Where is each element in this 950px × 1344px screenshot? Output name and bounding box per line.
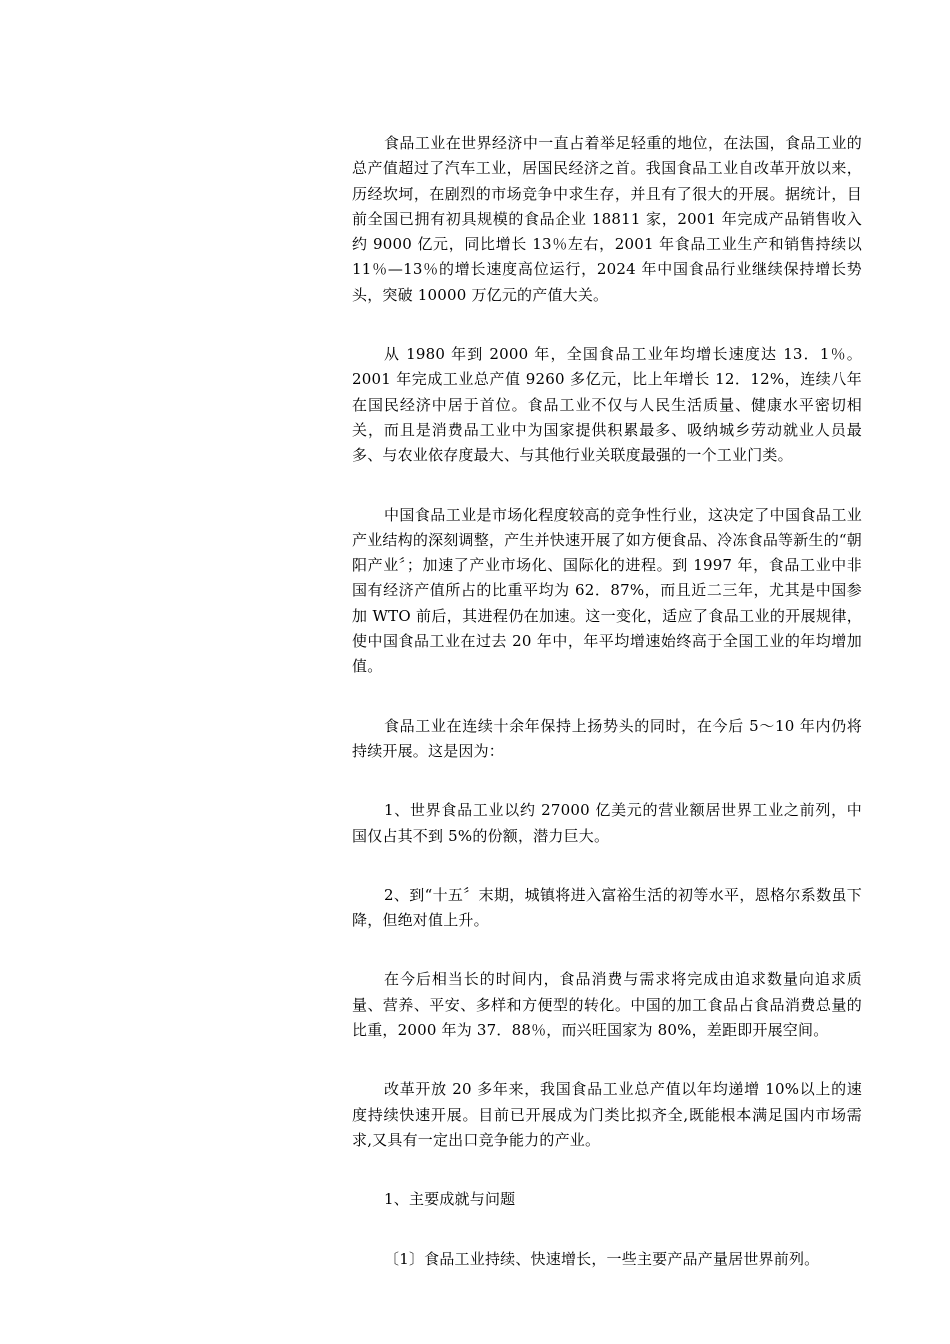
paragraph-item-1: 〔1〕食品工业持续、快速增长，一些主要产品产量居世界前列。 [384, 1249, 820, 1268]
paragraph-reason-2: 2、到“十五〞末期，城镇将进入富裕生活的初等水平，恩格尔系数虽下降，但绝对值上升。 [352, 885, 862, 930]
document-body [352, 131, 862, 1306]
paragraph-intro: 食品工业在世界经济中一直占着举足轻重的地位，在法国，食品工业的总产值超过了汽车工业，居国民经济之首。我国食品工业自改革开放以来，历经坎坷，在剧烈的市场竞争中求生存，并且有了很大的开展。据统计，目前全国已拥有初具规模的食品企业 18811 家，2001 年完成产品销售收入约 9000 亿元，同比增长 13％左右，2001 年食品工业生产和销售持续以 11％—13％的增长速度高位运行，2024 年中国食品行业继续保持增长势头，突破 10000 万亿元的产值大关。 [352, 134, 862, 304]
paragraph-reform: 改革开放 20 多年来，我国食品工业总产值以年均递增 10%以上的速度持续快速开展。目前已开展成为门类比拟齐全,既能根本满足国内市场需求,又具有一定出口竞争能力的产业。 [352, 1080, 862, 1149]
paragraph-reason-1: 1、世界食品工业以约 27000 亿美元的营业额居世界工业之前列，中国仅占其不到 5%的份额，潜力巨大。 [352, 801, 862, 845]
paragraph-outlook: 食品工业在连续十余年保持上扬势头的同时，在今后 5～10 年内仍将持续开展。这是因为： [352, 716, 862, 760]
paragraph-market-structure: 中国食品工业是市场化程度较高的竞争性行业，这决定了中国食品工业产业结构的深刻调整，产生并快速开展了如方便食品、冷冻食品等新生的“朝阳产业〞；加速了产业市场化、国际化的进程。到 1997 年，食品工业中非国有经济产值所占的比重平均为 62．87%，而且近二三年，尤其是中国参加 WTO 前后，其进程仍在加速。这一变化，适应了食品工业的开展规律，使中国食品工业在过去 20 年中，年平均增速始终高于全国工业的年均增加值。 [352, 505, 862, 676]
paragraph-consumption-shift: 在今后相当长的时间内，食品消费与需求将完成由追求数量向追求质量、营养、平安、多样和方便型的转化。中国的加工食品占食品消费总量的比重，2000 年为 37．88％，而兴旺国家为 80%，差距即开展空间。 [352, 970, 862, 1040]
section-heading-achievements: 1、主要成就与问题 [384, 1190, 516, 1209]
paragraph-growth-rate: 从 1980 年到 2000 年，全国食品工业年均增长速度达 13．1％。2001 年完成工业总产值 9260 多亿元，比上年增长 12．12%，连续八年在国民经济中居于首位。食品工业不仅与人民生活质量、健康水平密切相关，而且是消费品工业中为国家提供积累最多、吸纳城乡劳动就业人员最多、与农业依存度最大、与其他行业关联度最强的一个工业门类。 [352, 345, 862, 465]
